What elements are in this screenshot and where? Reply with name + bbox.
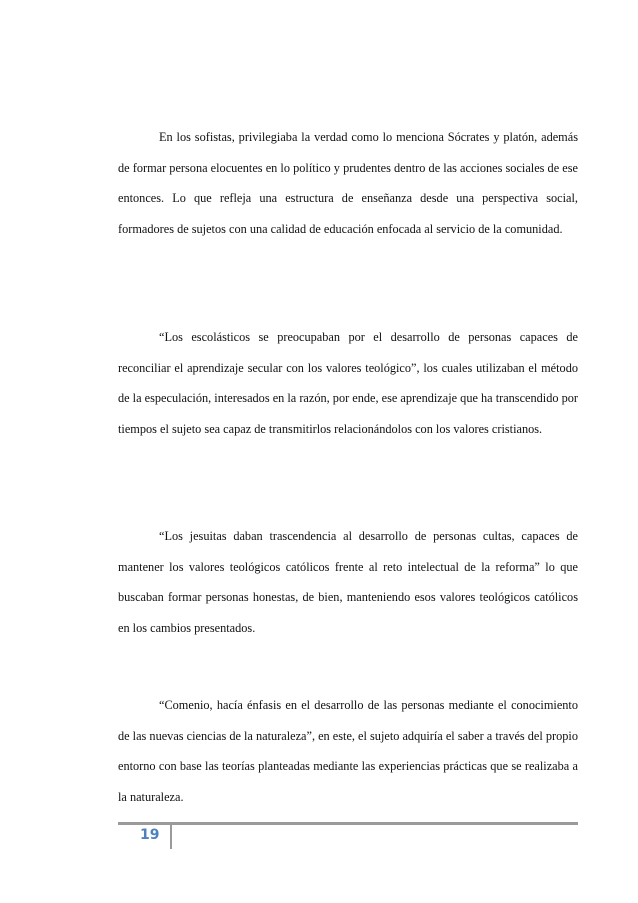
footer-rule: [118, 822, 578, 825]
page-number: 19: [140, 827, 160, 843]
footer-divider: [170, 825, 172, 849]
paragraph-comenio: “Comenio, hacía énfasis en el desarrollo de las personas mediante el conocimiento de las nuevas ciencias de la naturaleza”, en este, el sujeto adquiría el saber a través del propio entorno con base las teorías planteadas mediante las experiencias prácticas que se realizaba a la naturaleza.: [118, 698, 578, 805]
paragraph-sofistas: En los sofistas, privilegiaba la verdad como lo menciona Sócrates y platón, además de formar persona elocuentes en lo político y prudentes dentro de las acciones sociales de ese entonces. Lo que refleja una estructura de enseñanza desde una perspectiva social, formadores de sujetos con una calidad de educación enfocada al servicio de la comunidad.: [118, 130, 578, 237]
paragraph-escolasticos: “Los escolásticos se preocupaban por el desarrollo de personas capaces de reconciliar el aprendizaje secular con los valores teológico”, los cuales utilizaban el método de la especulación, interesados en la razón, por ende, ese aprendizaje que ha transcendido por tiempos el sujeto sea capaz de transmitirlos relacionándolos con los valores cristianos.: [118, 330, 578, 437]
paragraph-jesuitas: “Los jesuitas daban trascendencia al desarrollo de personas cultas, capaces de mantener los valores teológicos católicos frente al reto intelectual de la reforma” lo que buscaban formar personas honestas, de bien, manteniendo esos valores teológicos católicos en los cambios presentados.: [118, 529, 578, 636]
